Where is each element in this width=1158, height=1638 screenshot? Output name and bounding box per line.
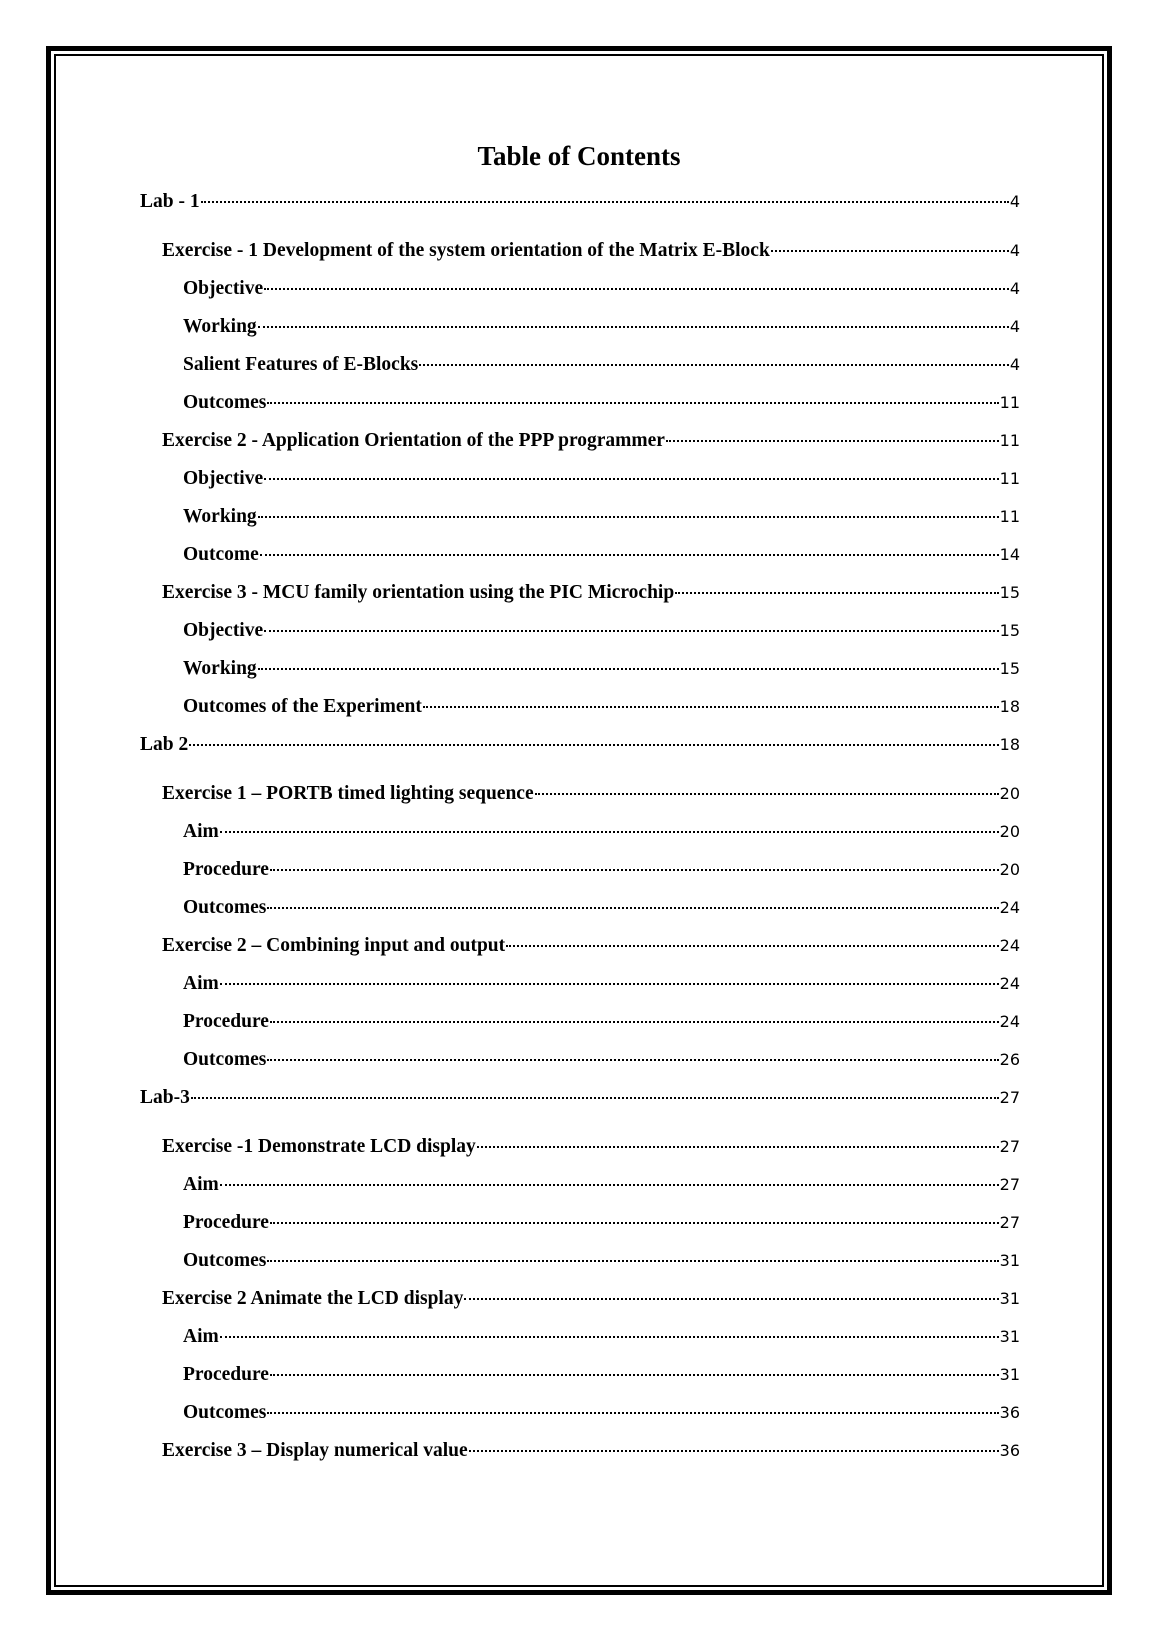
toc-dot-leader	[270, 1374, 999, 1376]
toc-entry-label: Lab 2	[140, 734, 189, 755]
toc-entry-page-number: 14	[999, 545, 1020, 564]
toc-entry-section[interactable]	[140, 1041, 1020, 1079]
toc-dot-leader	[270, 1222, 999, 1224]
toc-dot-leader	[264, 478, 999, 480]
toc-entry-section[interactable]	[140, 1394, 1020, 1432]
toc-entry-label: Exercise 2 - Application Orientation of the PPP programmer	[162, 430, 665, 451]
toc-entry-label: Aim	[183, 1326, 219, 1347]
toc-dot-leader	[264, 630, 999, 632]
toc-entry-label: Outcomes	[183, 1250, 267, 1271]
toc-entry-page-number: 4	[1009, 241, 1020, 260]
toc-dot-leader	[771, 250, 1009, 252]
toc-entry-page-number: 31	[999, 1365, 1020, 1384]
toc-entry-exercise[interactable]	[140, 1128, 1020, 1166]
toc-entry-page-number: 11	[999, 469, 1020, 488]
toc-entry-page-number: 36	[999, 1403, 1020, 1422]
toc-entry-lab[interactable]	[140, 726, 1020, 764]
toc-entry-label: Lab-3	[140, 1087, 190, 1108]
toc-entry-label: Working	[183, 316, 257, 337]
toc-dot-leader	[201, 201, 1009, 203]
toc-entry-page-number: 20	[999, 822, 1020, 841]
toc-entry-label: Objective	[183, 620, 264, 641]
toc-dot-leader	[191, 1097, 999, 1099]
toc-entry-page-number: 4	[1009, 192, 1020, 211]
toc-entry-page-number: 15	[999, 659, 1020, 678]
toc-entry-section[interactable]	[140, 1356, 1020, 1394]
toc-entry-exercise[interactable]	[140, 927, 1020, 965]
toc-entry-page-number: 24	[999, 1012, 1020, 1031]
toc-entry-section[interactable]	[140, 498, 1020, 536]
toc-entry-label: Outcomes	[183, 392, 267, 413]
toc-dot-leader	[258, 668, 999, 670]
toc-entry-lab[interactable]	[140, 1079, 1020, 1117]
toc-dot-leader	[267, 402, 998, 404]
toc-dot-leader	[267, 1260, 998, 1262]
toc-dot-leader	[260, 554, 999, 556]
toc-dot-leader	[264, 288, 1009, 290]
toc-dot-leader	[267, 907, 998, 909]
toc-entry-page-number: 24	[999, 898, 1020, 917]
toc-dot-leader	[675, 592, 998, 594]
toc-entry-section[interactable]	[140, 308, 1020, 346]
toc-dot-leader	[469, 1450, 999, 1452]
toc-entry-section[interactable]	[140, 460, 1020, 498]
toc-dot-leader	[220, 1184, 999, 1186]
toc-entry-section[interactable]	[140, 965, 1020, 1003]
toc-entry-label: Lab - 1	[140, 191, 200, 212]
toc-entry-exercise[interactable]	[140, 1280, 1020, 1318]
toc-entry-section[interactable]	[140, 1003, 1020, 1041]
toc-entry-page-number: 31	[999, 1289, 1020, 1308]
toc-entry-page-number: 11	[999, 431, 1020, 450]
toc-entry-page-number: 31	[999, 1327, 1020, 1346]
toc-entry-label: Aim	[183, 973, 219, 994]
toc-entry-section[interactable]	[140, 851, 1020, 889]
toc-entry-label: Salient Features of E-Blocks	[183, 354, 419, 375]
toc-list	[140, 183, 1020, 1470]
toc-entry-section[interactable]	[140, 813, 1020, 851]
toc-entry-page-number: 4	[1009, 279, 1020, 298]
toc-entry-label: Procedure	[183, 1212, 269, 1233]
toc-entry-page-number: 27	[999, 1137, 1020, 1156]
toc-entry-label: Outcomes of the Experiment	[183, 696, 422, 717]
toc-dot-leader	[419, 364, 1009, 366]
toc-entry-page-number: 11	[999, 393, 1020, 412]
toc-entry-label: Objective	[183, 278, 264, 299]
toc-entry-label: Aim	[183, 821, 219, 842]
toc-entry-page-number: 18	[999, 735, 1020, 754]
toc-entry-section[interactable]	[140, 384, 1020, 422]
toc-entry-label: Procedure	[183, 1364, 269, 1385]
toc-entry-page-number: 11	[999, 507, 1020, 526]
toc-entry-section[interactable]	[140, 688, 1020, 726]
toc-entry-label: Working	[183, 506, 257, 527]
toc-entry-exercise[interactable]	[140, 422, 1020, 460]
toc-entry-section[interactable]	[140, 650, 1020, 688]
toc-entry-label: Exercise - 1 Development of the system orientation of the Matrix E-Block	[162, 240, 770, 261]
toc-entry-label: Procedure	[183, 1011, 269, 1032]
toc-entry-section[interactable]	[140, 612, 1020, 650]
toc-entry-page-number: 36	[999, 1441, 1020, 1460]
toc-dot-leader	[477, 1146, 999, 1148]
toc-entry-lab[interactable]	[140, 183, 1020, 221]
toc-entry-section[interactable]	[140, 1166, 1020, 1204]
toc-entry-label: Objective	[183, 468, 264, 489]
toc-entry-label: Exercise 2 Animate the LCD display	[162, 1288, 464, 1309]
toc-dot-leader	[423, 706, 999, 708]
toc-entry-page-number: 15	[999, 621, 1020, 640]
toc-entry-section[interactable]	[140, 1242, 1020, 1280]
toc-dot-leader	[220, 983, 999, 985]
toc-entry-label: Working	[183, 658, 257, 679]
toc-entry-label: Aim	[183, 1174, 219, 1195]
toc-entry-page-number: 24	[999, 936, 1020, 955]
toc-entry-section[interactable]	[140, 889, 1020, 927]
toc-entry-page-number: 31	[999, 1251, 1020, 1270]
toc-dot-leader	[220, 831, 999, 833]
toc-entry-label: Outcomes	[183, 897, 267, 918]
toc-entry-label: Outcomes	[183, 1049, 267, 1070]
toc-entry-section[interactable]	[140, 536, 1020, 574]
toc-entry-page-number: 26	[999, 1050, 1020, 1069]
toc-entry-label: Exercise 2 – Combining input and output	[162, 935, 506, 956]
toc-entry-page-number: 24	[999, 974, 1020, 993]
toc-entry-section[interactable]	[140, 270, 1020, 308]
toc-entry-label: Exercise 3 – Display numerical value	[162, 1440, 468, 1461]
toc-entry-label: Exercise 3 - MCU family orientation using the PIC Microchip	[162, 582, 675, 603]
toc-entry-label: Exercise 1 – PORTB timed lighting sequence	[162, 783, 534, 804]
toc-entry-page-number: 27	[999, 1213, 1020, 1232]
toc-dot-leader	[220, 1336, 999, 1338]
toc-entry-page-number: 18	[999, 697, 1020, 716]
toc-dot-leader	[666, 440, 999, 442]
toc-title: Table of Contents	[477, 141, 681, 171]
toc-entry-exercise[interactable]	[140, 775, 1020, 813]
toc-entry-exercise[interactable]	[140, 1432, 1020, 1470]
toc-entry-page-number: 20	[999, 784, 1020, 803]
toc-entry-exercise[interactable]	[140, 232, 1020, 270]
toc-dot-leader	[267, 1412, 998, 1414]
toc-entry-page-number: 27	[999, 1175, 1020, 1194]
toc-dot-leader	[258, 516, 999, 518]
toc-dot-leader	[189, 744, 998, 746]
toc-entry-exercise[interactable]	[140, 574, 1020, 612]
toc-dot-leader	[506, 945, 999, 947]
toc-entry-section[interactable]	[140, 1204, 1020, 1242]
toc-entry-page-number: 27	[999, 1088, 1020, 1107]
toc-dot-leader	[258, 326, 1009, 328]
toc-dot-leader	[535, 793, 999, 795]
toc-entry-label: Exercise -1 Demonstrate LCD display	[162, 1136, 476, 1157]
toc-dot-leader	[270, 1021, 999, 1023]
toc-entry-label: Outcome	[183, 544, 259, 565]
toc-entry-label: Procedure	[183, 859, 269, 880]
toc-dot-leader	[464, 1298, 998, 1300]
toc-entry-page-number: 15	[999, 583, 1020, 602]
toc-dot-leader	[267, 1059, 998, 1061]
toc-entry-page-number: 20	[999, 860, 1020, 879]
toc-entry-section[interactable]	[140, 1318, 1020, 1356]
toc-entry-page-number: 4	[1009, 317, 1020, 336]
toc-entry-label: Outcomes	[183, 1402, 267, 1423]
toc-entry-page-number: 4	[1009, 355, 1020, 374]
toc-entry-section[interactable]	[140, 346, 1020, 384]
toc-dot-leader	[270, 869, 999, 871]
